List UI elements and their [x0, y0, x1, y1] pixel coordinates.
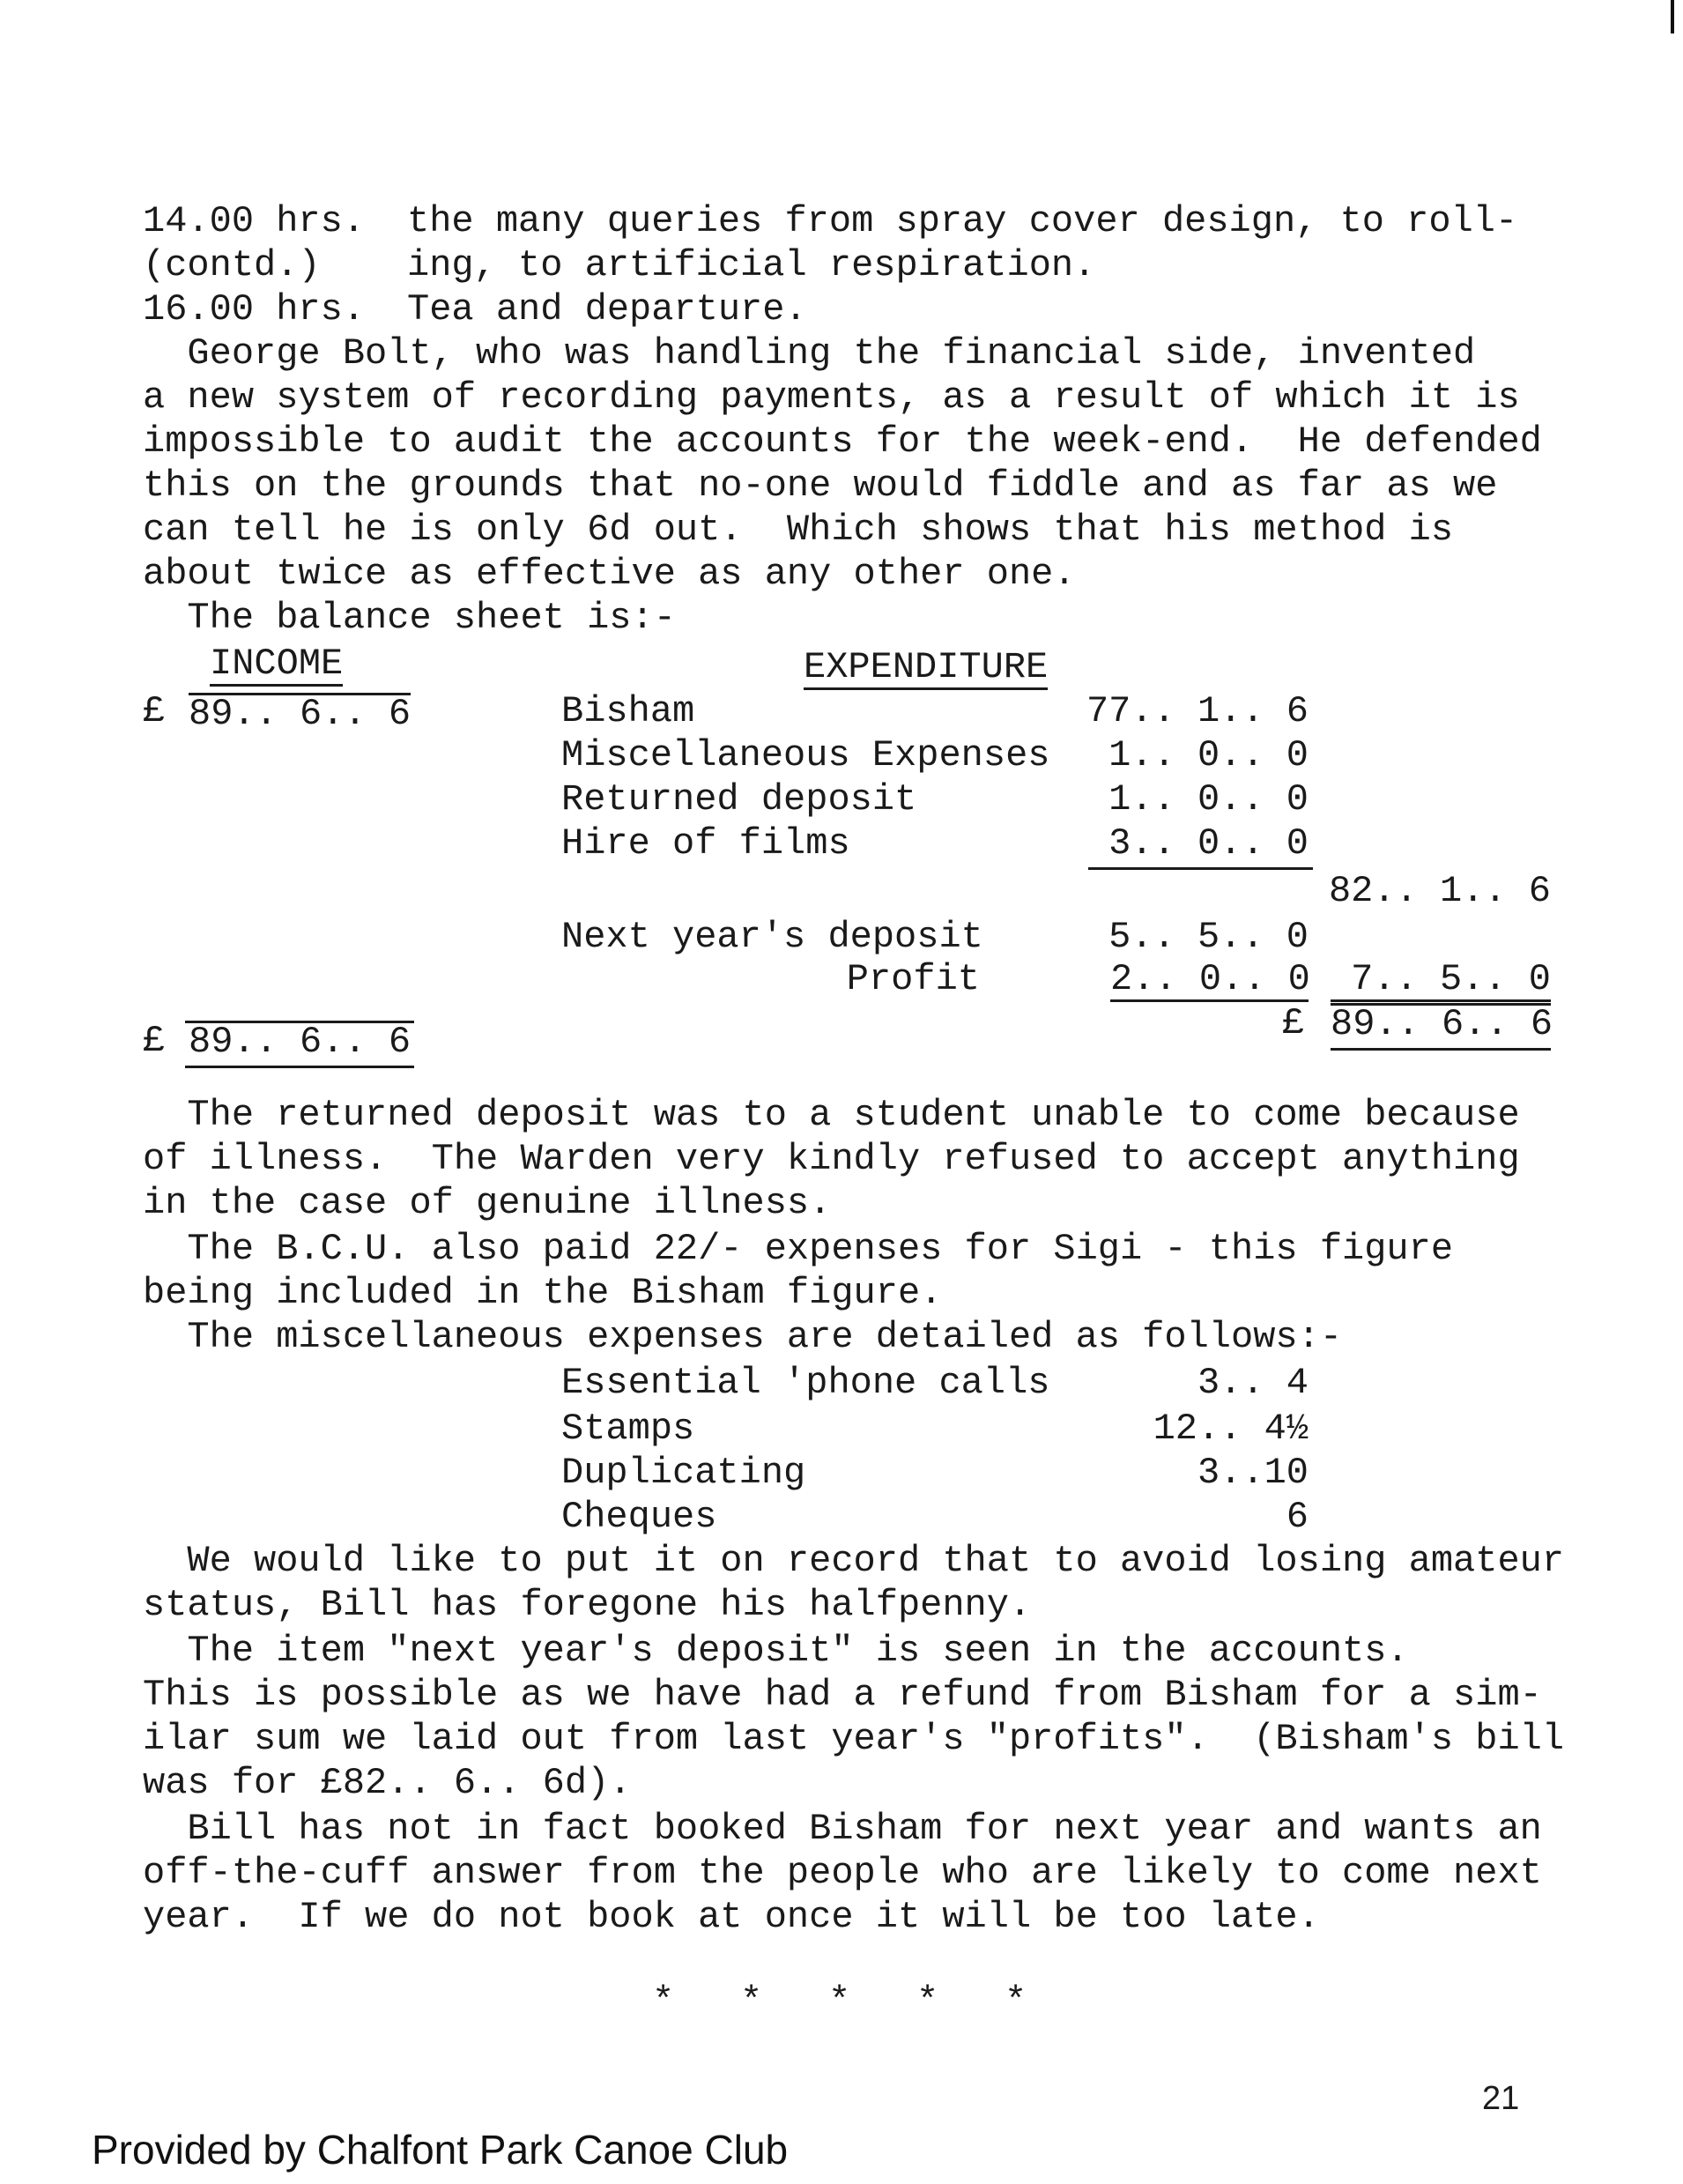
page-number: 21	[1482, 2080, 1520, 2117]
expense-label: Returned deposit	[561, 778, 917, 821]
schedule-time: 16.00 hrs.	[143, 288, 366, 331]
profit-label: Profit	[846, 958, 980, 1000]
misc-label: Cheques	[561, 1496, 717, 1538]
misc-amount: 12.. 4½	[1153, 1408, 1309, 1450]
text-line: Bill has not in fact booked Bisham for next year and wants an	[143, 1808, 1542, 1850]
misc-amount: 3..10	[1197, 1452, 1309, 1494]
misc-amount: 3.. 4	[1197, 1362, 1309, 1404]
expense-label: Miscellaneous Expenses	[561, 734, 1050, 776]
total-amount: 89.. 6.. 6	[1331, 1003, 1551, 1051]
text-line: was for £82.. 6.. 6d).	[143, 1762, 632, 1804]
text-line: status, Bill has foregone his halfpenny.	[143, 1584, 1032, 1626]
expense-amount: 3.. 0.. 0	[1108, 822, 1309, 865]
text-line: of illness. The Warden very kindly refused to accept anything	[143, 1138, 1520, 1180]
profit-amount: 2.. 0.. 0	[1110, 958, 1310, 1000]
income-total-amount: 89.. 6.. 6	[185, 1021, 414, 1068]
total-currency: £	[1282, 1002, 1305, 1044]
text-line: ilar sum we laid out from last year's "profits". (Bisham's bill	[143, 1718, 1565, 1760]
text-line: off-the-cuff answer from the people who are likely to come next	[143, 1852, 1542, 1894]
schedule-text: ing, to artificial respiration.	[407, 244, 1096, 286]
income-currency: £	[143, 690, 166, 732]
page-corner-mark	[1671, 0, 1674, 33]
text-line: The item "next year's deposit" is seen in the accounts.	[143, 1630, 1409, 1672]
schedule-text: the many queries from spray cover design, to roll-	[407, 200, 1518, 242]
misc-label: Essential 'phone calls	[561, 1362, 1050, 1404]
expense-amount: 1.. 0.. 0	[1108, 778, 1309, 821]
schedule-text: Tea and departure.	[407, 288, 807, 331]
text-line: about twice as effective as any other one.	[143, 553, 1076, 595]
subtotal-rule	[1088, 867, 1313, 870]
text-line: can tell he is only 6d out. Which shows that his method is	[143, 509, 1454, 551]
expense-label: Hire of films	[561, 822, 850, 865]
text-line: The B.C.U. also paid 22/- expenses for Sigi - this figure	[143, 1228, 1454, 1270]
text-line: The miscellaneous expenses are detailed as follows:-	[143, 1316, 1343, 1358]
expense-amount: 1.. 0.. 0	[1108, 734, 1309, 776]
separator-star: *	[1005, 1980, 1027, 2023]
text-line: being included in the Bisham figure.	[143, 1272, 943, 1314]
text-line: year. If we do not book at once it will be too late.	[143, 1896, 1320, 1938]
next-deposit-amount: 5.. 5.. 0	[1108, 916, 1309, 958]
income-heading: INCOME	[210, 643, 344, 685]
expense-amount: 77.. 1.. 6	[1086, 690, 1309, 732]
text-line: a new system of recording payments, as a result of which it is	[143, 376, 1520, 419]
text-line: in the case of genuine illness.	[143, 1182, 832, 1224]
text-line: this on the grounds that no-one would fiddle and as far as we	[143, 464, 1498, 507]
text-line: This is possible as we have had a refund from Bisham for a sim-	[143, 1674, 1542, 1716]
misc-amount: 6	[1286, 1496, 1309, 1538]
separator-star: *	[652, 1980, 675, 2023]
expenditure-heading: EXPENDITURE	[804, 646, 1049, 688]
text-line: We would like to put it on record that to avoid losing amateur	[143, 1540, 1565, 1582]
schedule-time: 14.00 hrs.	[143, 200, 366, 242]
profit-total: 7.. 5.. 0	[1331, 961, 1551, 1002]
text-line: impossible to audit the accounts for the week-end. He defended	[143, 420, 1542, 463]
separator-star: *	[740, 1980, 763, 2023]
footer-credit: Provided by Chalfont Park Canoe Club	[92, 2127, 789, 2173]
income-total-currency: £	[143, 1020, 166, 1062]
misc-label: Stamps	[561, 1408, 695, 1450]
text-line: The returned deposit was to a student unable to come because	[143, 1094, 1520, 1136]
text-line: The balance sheet is:-	[143, 597, 676, 639]
misc-label: Duplicating	[561, 1452, 806, 1494]
schedule-time: (contd.)	[143, 244, 321, 286]
expense-label: Bisham	[561, 690, 695, 732]
text-line: George Bolt, who was handling the financial side, invented	[143, 332, 1476, 375]
subtotal-amount: 82.. 1.. 6	[1328, 870, 1551, 912]
next-deposit-label: Next year's deposit	[561, 916, 983, 958]
separator-star: *	[916, 1980, 939, 2023]
separator-star: *	[828, 1980, 851, 2023]
income-amount: 89.. 6.. 6	[189, 693, 411, 735]
